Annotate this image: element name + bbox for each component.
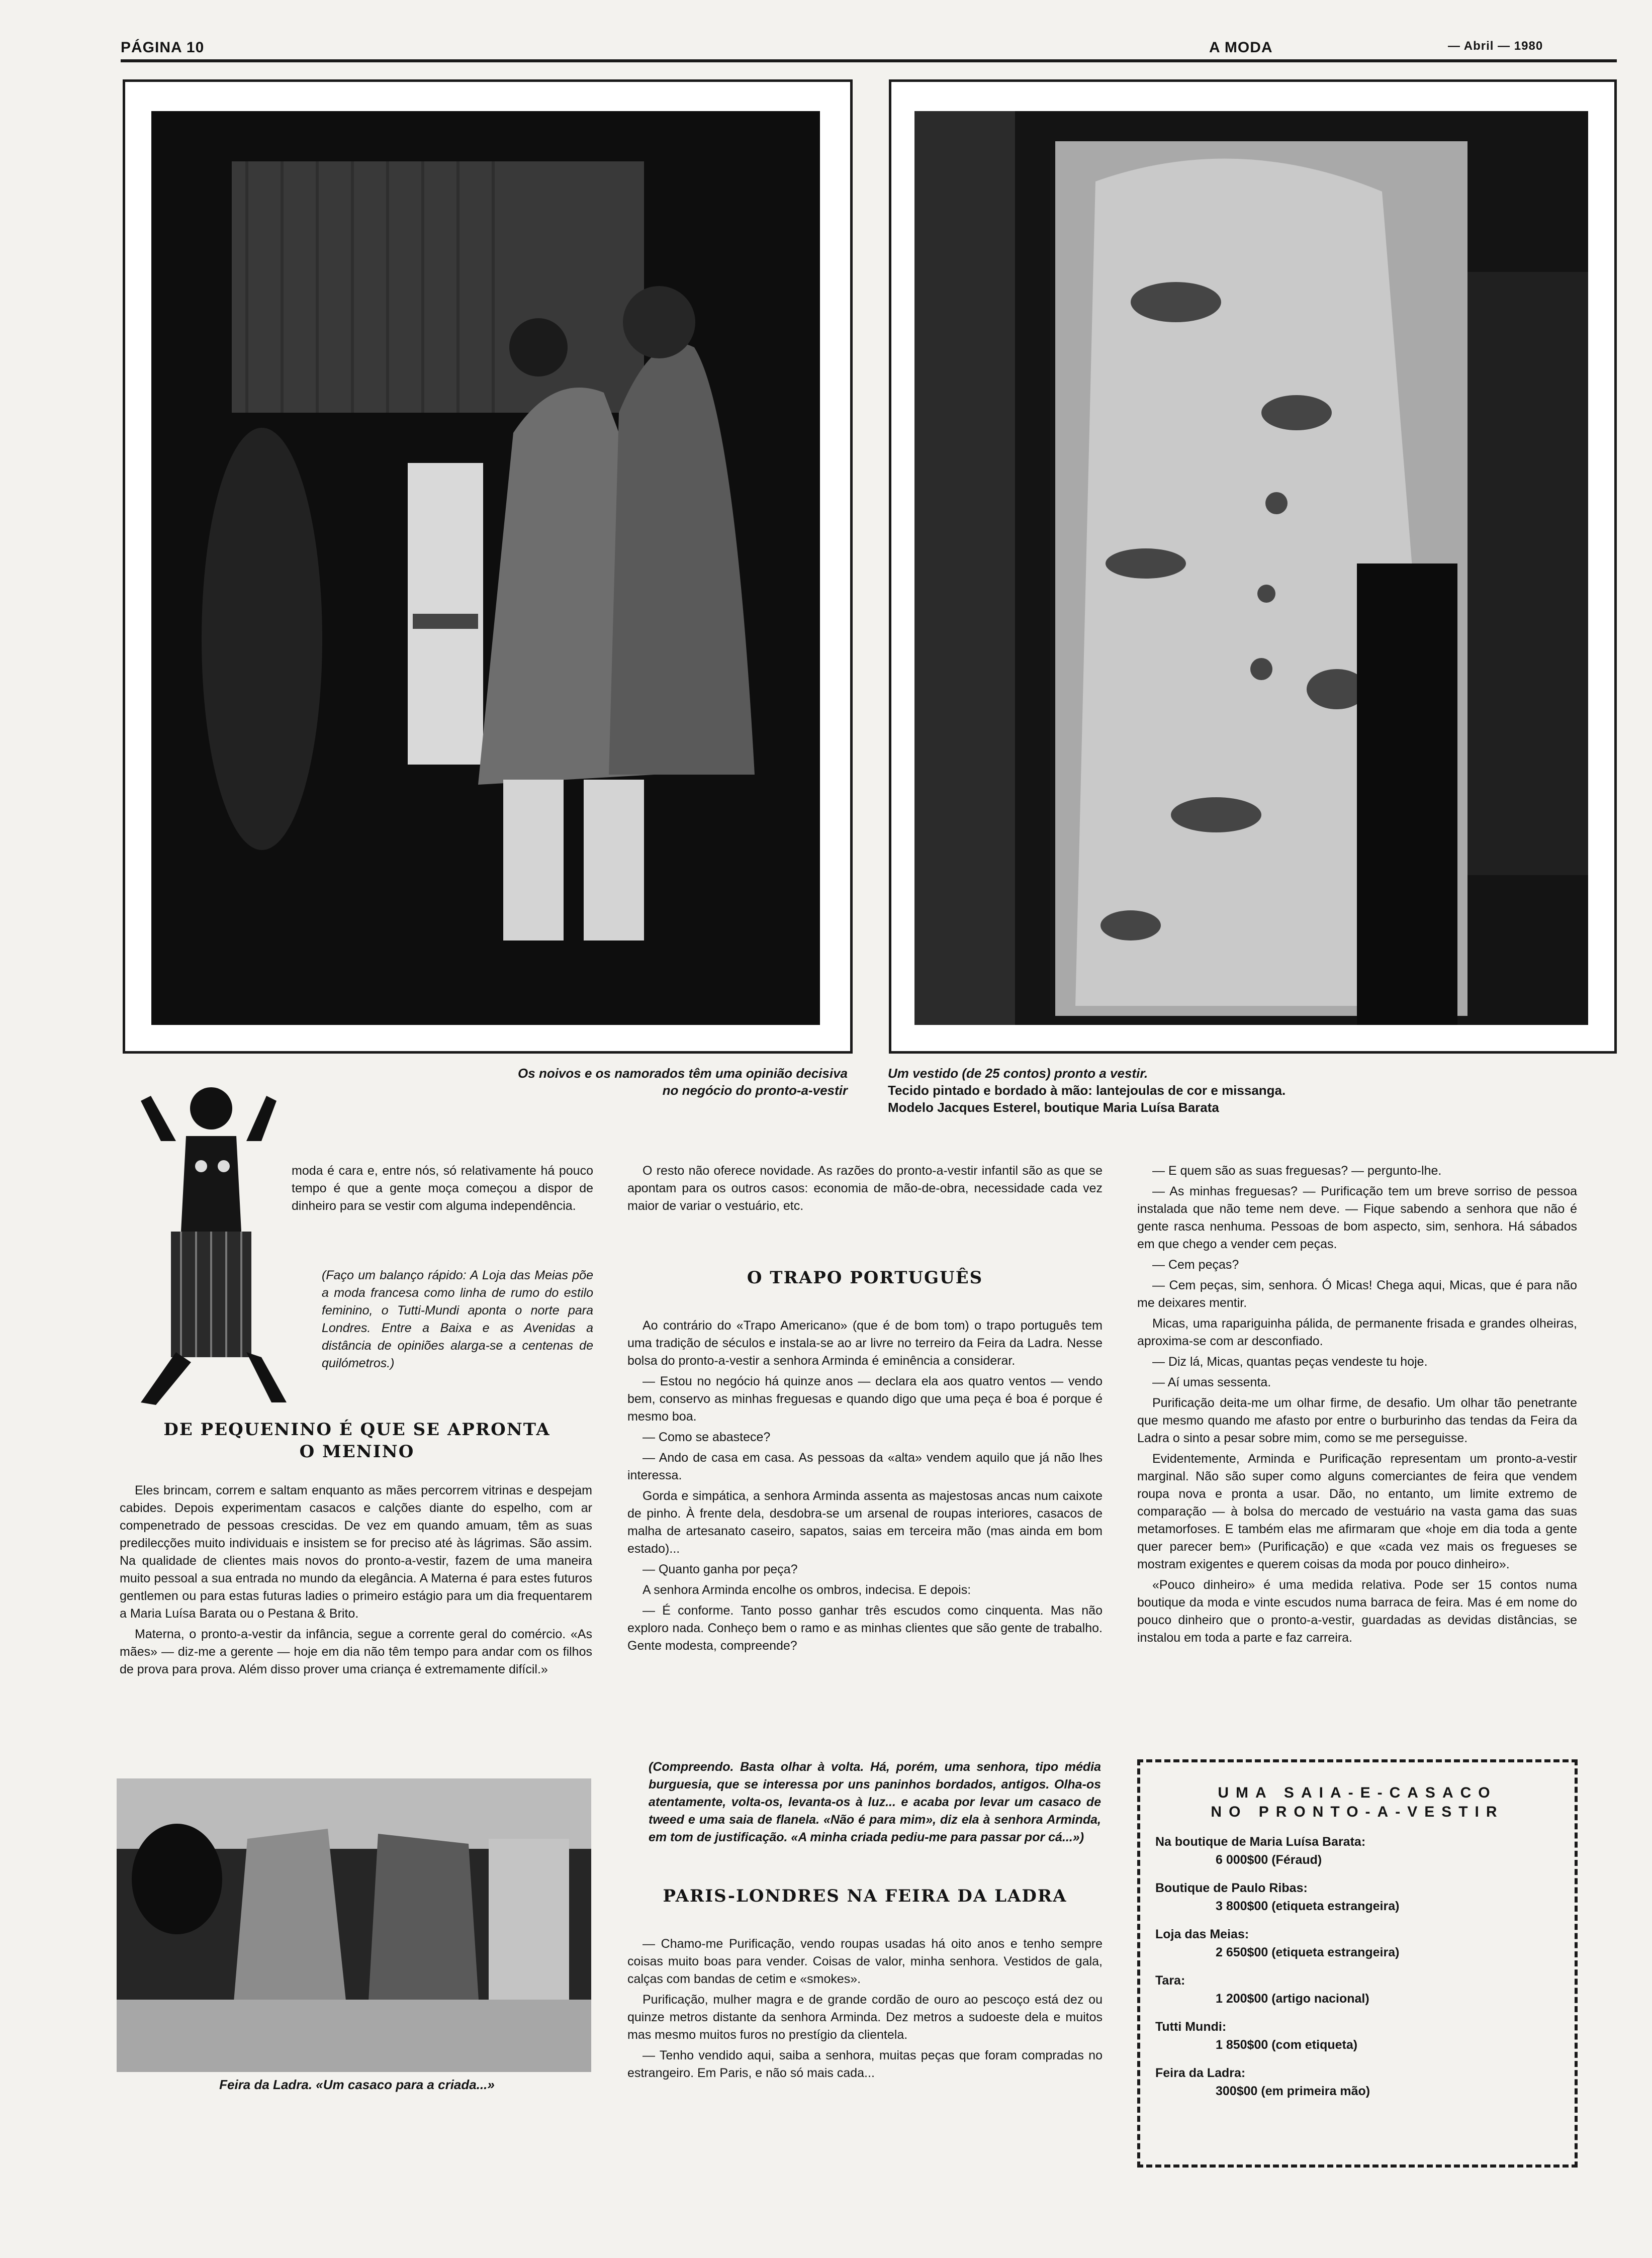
col1-aside (322, 1267, 593, 1375)
price-item-store: Boutique de Paulo Ribas: (1155, 1881, 1308, 1895)
col1-body (120, 1482, 592, 1681)
heading-trapo-portugues: O TRAPO PORTUGUÊS (747, 1268, 983, 1288)
col2-intro-text: O resto não oferece novidade. As razões do pronto-a-vestir infantil são as que se apontam para os outros casos: economia de mão-de-obra, necessidade cada vez maior de variar o vestuário, etc. (627, 1164, 1103, 1213)
price-item (1140, 1879, 1575, 1915)
price-item-value: 6 000$00 (Féraud) (1216, 1853, 1322, 1867)
col2-aside (649, 1758, 1101, 1849)
col2-intro (627, 1162, 1103, 1218)
photo-frame-right (889, 79, 1617, 1054)
col2-body (627, 1317, 1103, 1658)
col2-body-2 (627, 1935, 1103, 2085)
col2-paragraph: Gorda e simpática, a senhora Arminda assenta as majestosas ancas num caixote de pinho. À frente dela, desdobra-se um arsenal de roupas interiores, casacos de malha de artesanato caseiro, sapatos, saias em terceira mão (mas ainda em bom estado)... (627, 1489, 1103, 1556)
caption-right-line: Tecido pintado e bordado à mão: lantejoulas de cor e missanga. (888, 1083, 1286, 1098)
caption-right-photo (888, 1065, 1491, 1116)
price-box-title-line: NO PRONTO-A-VESTIR (1211, 1804, 1504, 1820)
col2-paragraph: — Como se abastece? (643, 1430, 771, 1444)
price-list (1140, 1833, 1575, 2100)
issue-date: — Abril — 1980 (1448, 39, 1543, 53)
price-comparison-box (1137, 1759, 1578, 2168)
price-item (1140, 2064, 1575, 2100)
price-item-value: 1 200$00 (artigo nacional) (1216, 1992, 1369, 2006)
price-box-title (1140, 1762, 1575, 1822)
publication-name: A MODA (1209, 39, 1273, 56)
caption-feira-photo: Feira da Ladra. «Um casaco para a criada...» (219, 2077, 495, 2092)
col3-paragraph: Purificação deita-me um olhar firme, de desafio. Um olhar tão penetrante que mesmo quando me afasto por entre o burburinho das tendas da Feira da Ladra o sinto a pesar sobre mim, como se me perseguisse. (1137, 1396, 1577, 1445)
price-item-value: 2 650$00 (etiqueta estrangeira) (1216, 1945, 1400, 1959)
price-item (1140, 1833, 1575, 1869)
price-box-title-line: UMA SAIA-E-CASACO (1218, 1784, 1497, 1801)
col3-paragraph: — As minhas freguesas? — Purificação tem um breve sorriso de pessoa instalada que não teme nem deve. — Fique sabendo a senhora que não é gente rasca nenhuma. Pessoas de bom aspecto, sim, senhora. Há sábados em que chego a vender cem peças. (1137, 1184, 1577, 1251)
col1-paragraph: Materna, o pronto-a-vestir da infância, segue a corrente geral do comércio. «As mães» — diz-me a gerente — hoje em dia não têm tempo para andar com os filhos de prova para prova. Além disso prover uma criança é extremamente difícil.» (120, 1627, 592, 1676)
price-item (1140, 2018, 1575, 2054)
price-item-store: Feira da Ladra: (1155, 2066, 1246, 2080)
col3-paragraph: Micas, uma rapariguinha pálida, de permanente frisada e grandes olheiras, aproxima-se com ar desconfiado. (1137, 1316, 1577, 1348)
heading-paris-londres: PARIS-LONDRES NA FEIRA DA LADRA (663, 1886, 1067, 1906)
col1-aside-text: (Faço um balanço rápido: A Loja das Meias põe a moda francesa como linha de rumo do estilo feminino, o Tutti-Mundi aponta o norte para Londres. Entre a Baixa e as Avenidas a distância de opiniões alarga-se a centenas de quilómetros.) (322, 1268, 593, 1370)
couple-photo-illustration (151, 111, 820, 1025)
col3-paragraph: — E quem são as suas freguesas? — pergunto-lhe. (1152, 1164, 1442, 1178)
photo-frame-left (123, 79, 853, 1054)
col2-paragraph: — Tenho vendido aqui, saiba a senhora, muitas peças que foram compradas no estrangeiro. Em Paris, e não só mais cada... (627, 2048, 1103, 2080)
price-item-value: 300$00 (em primeira mão) (1216, 2084, 1370, 2098)
col2-paragraph: — Quanto ganha por peça? (643, 1562, 798, 1576)
caption-right-line: Modelo Jacques Esterel, boutique Maria Luísa Barata (888, 1100, 1219, 1115)
col1-intro-text: moda é cara e, entre nós, só relativamente há pouco tempo é que a gente moça começou a dispor de dinheiro para se vestir com alguma independência. (292, 1164, 593, 1213)
price-item-store: Loja das Meias: (1155, 1927, 1249, 1941)
col2-paragraph: Ao contrário do «Trapo Americano» (que é de bom tom) o trapo português tem uma tradição de séculos e instala-se ao ar livre no terreiro da Feira da Ladra. Nesse bolsa do pronto-a-vestir a senhora Arminda é eminência a considerar. (627, 1319, 1103, 1368)
header-rule (121, 59, 1617, 62)
price-item-store: Na boutique de Maria Luísa Barata: (1155, 1835, 1366, 1849)
fashion-figure-illustration (121, 1081, 292, 1407)
col2-aside-text: (Compreendo. Basta olhar à volta. Há, porém, uma senhora, tipo média burguesia, que se interessa por uns paninhos bordados, antigos. Olha-os atentamente, volta-os, levanta-os à luz... e acaba por levar um casaco de tweed e uma saia de flanela. «Não é para mim», diz ela à senhora Arminda, em tom de justificação. «A minha criada pediu-me para passar por cá...») (649, 1760, 1101, 1844)
caption-right-line: Um vestido (de 25 contos) pronto a vestir. (888, 1066, 1148, 1081)
col3-paragraph: — Cem peças? (1152, 1258, 1239, 1272)
col3-body (1137, 1162, 1577, 1650)
heading-de-pequenino: DE PEQUENINO É QUE SE APRONTA O MENINO (163, 1420, 550, 1462)
col3-paragraph: — Aí umas sessenta. (1152, 1375, 1271, 1389)
col2-paragraph: — Chamo-me Purificação, vendo roupas usadas há oito anos e tenho sempre coisas muito boas para vender. Coisas de valor, minha senhora. Vestidos de gala, calças com bandas de cetim e «smokes». (627, 1937, 1103, 1986)
price-item-value: 1 850$00 (com etiqueta) (1216, 2038, 1358, 2052)
photo-embroidered-dress (914, 111, 1588, 1025)
price-item-store: Tutti Mundi: (1155, 2020, 1227, 2034)
caption-left-photo: Os noivos e os namorados têm uma opinião decisiva no negócio do pronto-a-vestir (518, 1066, 848, 1098)
price-item-value: 3 800$00 (etiqueta estrangeira) (1216, 1899, 1400, 1913)
flea-market-photo-illustration (117, 1778, 591, 2072)
col3-paragraph: Evidentemente, Arminda e Purificação representam um pronto-a-vestir marginal. Não são super como alguns comerciantes de feira que vendem roupa nova e pronta a usar. Dão, no entanto, um limite extremo de comparação — à bolsa do mercado de vestuário na vasta gama das suas metamorfoses. E também elas me afirmaram que «hoje em dia toda a gente quer parecer bem» (Purificação) e que «cada vez mais os fregueses se mostram exigentes e querem coisas da moda por pouco dinheiro». (1137, 1452, 1577, 1571)
page-number: PÁGINA 10 (121, 39, 205, 56)
price-item-store: Tara: (1155, 1973, 1185, 1988)
col2-paragraph: — É conforme. Tanto posso ganhar três escudos como cinquenta. Mas não exploro nada. Conheço bem o ramo e as minhas clientes que são gente de trabalho. Gente modesta, compreende? (627, 1604, 1103, 1653)
col2-paragraph: — Estou no negócio há quinze anos — declara ela aos quatro ventos — vendo bem, conservo as minhas freguesas e quando digo que uma peça é boa é porque é mesmo boa. (627, 1374, 1103, 1424)
photo-feira-da-ladra (117, 1778, 591, 2072)
col3-paragraph: «Pouco dinheiro» é uma medida relativa. Pode ser 15 contos numa boutique da moda e vinte escudos numa barraca de feira. Mas é em nome do pouco dinheiro que o pronto-a-vestir, guardadas as devidas distâncias, se instalou em toda a parte e faz carreira. (1137, 1578, 1577, 1645)
price-item (1140, 1925, 1575, 1961)
price-item (1140, 1971, 1575, 2008)
col2-paragraph: — Ando de casa em casa. As pessoas da «alta» vendem aquilo que já não lhes interessa. (627, 1451, 1103, 1482)
photo-couple-coats (151, 111, 820, 1025)
col3-paragraph: — Cem peças, sim, senhora. Ó Micas! Chega aqui, Micas, que é para não me deixares mentir. (1137, 1278, 1577, 1310)
col3-paragraph: — Diz lá, Micas, quantas peças vendeste tu hoje. (1152, 1355, 1428, 1369)
dress-photo-illustration (914, 111, 1588, 1025)
col1-intro (292, 1162, 593, 1218)
col2-paragraph: Purificação, mulher magra e de grande cordão de ouro ao pescoço está dez ou quinze metros distante da senhora Arminda. Dez metros a sudoeste dela e muitos mas mesmo muitos furos no prestígio da clientela. (627, 1993, 1103, 2042)
col2-paragraph: A senhora Arminda encolhe os ombros, indecisa. E depois: (643, 1583, 971, 1597)
col1-paragraph: Eles brincam, correm e saltam enquanto as mães percorrem vitrinas e despejam cabides. Depois experimentam casacos e calções diante do espelho, com ar compenetrado de pessoas crescidas. De vez em quando amuam, têm as suas predilecções muito individuais e insistem se for preciso até às lágrimas. São assim. Na qualidade de clientes mais novos do pronto-a-vestir, fazem de uma maneira muito pessoal a sua entrada no mundo da elegância. A Materna é para estes futuros gentlemen ou para estas futuras ladies o primeiro estágio para um dia frequentarem a Maria Luísa Barata ou o Pestana & Brito. (120, 1483, 592, 1621)
